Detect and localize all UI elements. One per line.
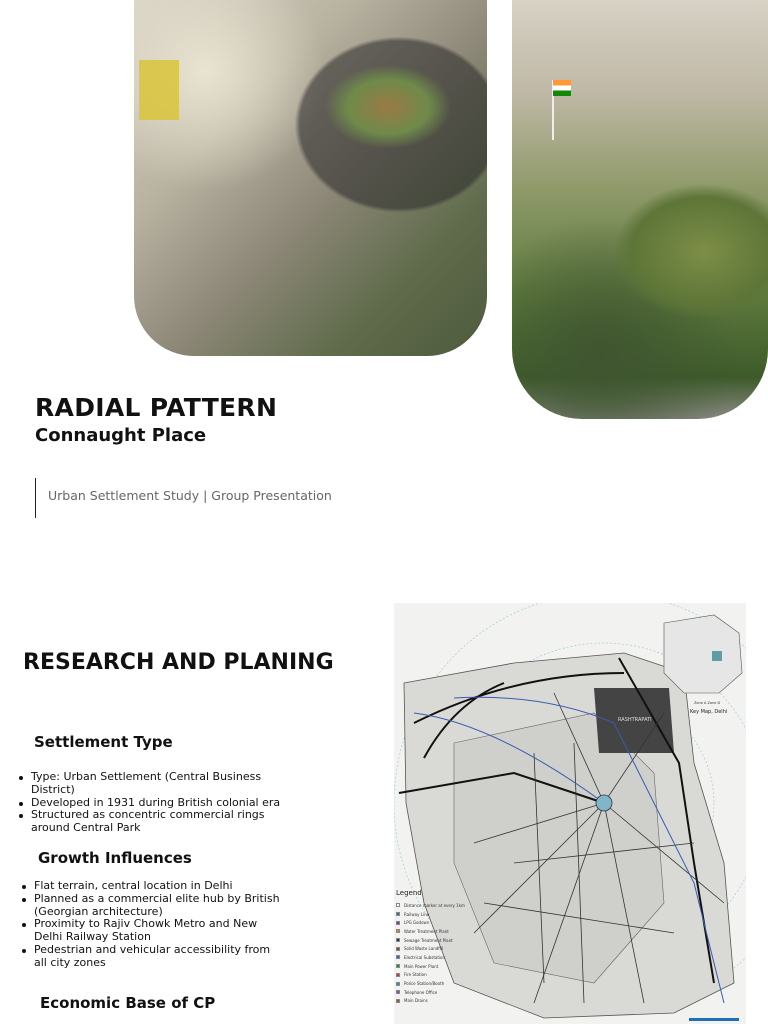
list-item: Flat terrain, central location in Delhi [21,880,286,893]
legend-swatch [396,964,400,968]
legend-item [396,918,465,927]
settlement-type-list [18,771,288,835]
map-legend [396,901,465,1005]
legend-item [396,962,465,971]
legend-item [396,971,465,980]
delhi-zone-map [394,603,746,1024]
list-item: Structured as concentric commercial rings around Central Park [18,809,288,835]
list-item: Developed in 1931 during British colonial era [18,797,288,810]
legend-label: Fire Station [404,972,427,978]
aerial-photo-central-park [512,0,768,419]
legend-item [396,910,465,919]
list-item: Pedestrian and vehicular accessibility from all city zones [21,944,286,970]
key-map-zones: Zone A Zone D [694,701,721,705]
page-title: RADIAL PATTERN [35,393,278,422]
aerial-photo-connaught-place [134,0,487,356]
list-item: Proximity to Rajiv Chowk Metro and New Delhi Railway Station [21,918,286,944]
legend-item [396,979,465,988]
legend-item [396,953,465,962]
legend-swatch [396,955,400,959]
legend-label: Main Drains [404,998,428,1004]
legend-label: Electrical Substation [404,954,446,960]
legend-item [396,901,465,910]
map-legend-title: Legend [396,889,422,897]
legend-label: Main Power Plant [404,963,439,969]
legend-swatch [396,921,400,925]
legend-swatch [396,929,400,933]
list-item: Planned as a commercial elite hub by British (Georgian architecture) [21,893,286,919]
tagline-divider [35,478,36,518]
legend-swatch [396,912,400,916]
district-label: RASHTRAPATI [618,717,652,723]
legend-item [396,927,465,936]
legend-label: Distance marker at every 1km [404,902,465,908]
legend-label: Telephone Office [404,989,438,995]
legend-swatch [396,999,400,1003]
legend-swatch [396,990,400,994]
legend-item [396,936,465,945]
legend-label: LPG Godown [404,920,430,926]
legend-label: Solid Waste Landfill [404,946,444,952]
key-map-label: Key Map, Delhi [690,709,728,715]
legend-label: Railway Line [404,911,430,917]
legend-swatch [396,938,400,942]
legend-swatch [396,973,400,977]
settlement-type-heading: Settlement Type [34,733,173,751]
legend-swatch [396,947,400,951]
legend-swatch [396,982,400,986]
legend-item [396,988,465,997]
legend-swatch [396,903,400,907]
growth-influences-heading: Growth Influences [38,849,192,867]
section-title: RESEARCH AND PLANING [23,650,334,675]
economic-base-heading: Economic Base of CP [40,994,216,1012]
legend-label: Sewage Treatment Plant [404,937,453,943]
legend-label: Police Station/Booth [404,981,445,987]
page-subtitle: Connaught Place [35,425,207,446]
legend-item [396,997,465,1006]
list-item: Type: Urban Settlement (Central Business District) [18,771,288,797]
growth-influences-list [21,880,286,970]
legend-item [396,944,465,953]
tagline: Urban Settlement Study | Group Presentation [48,488,332,503]
legend-label: Water Treatment Plant [404,928,449,934]
indian-flag-icon [553,80,571,96]
